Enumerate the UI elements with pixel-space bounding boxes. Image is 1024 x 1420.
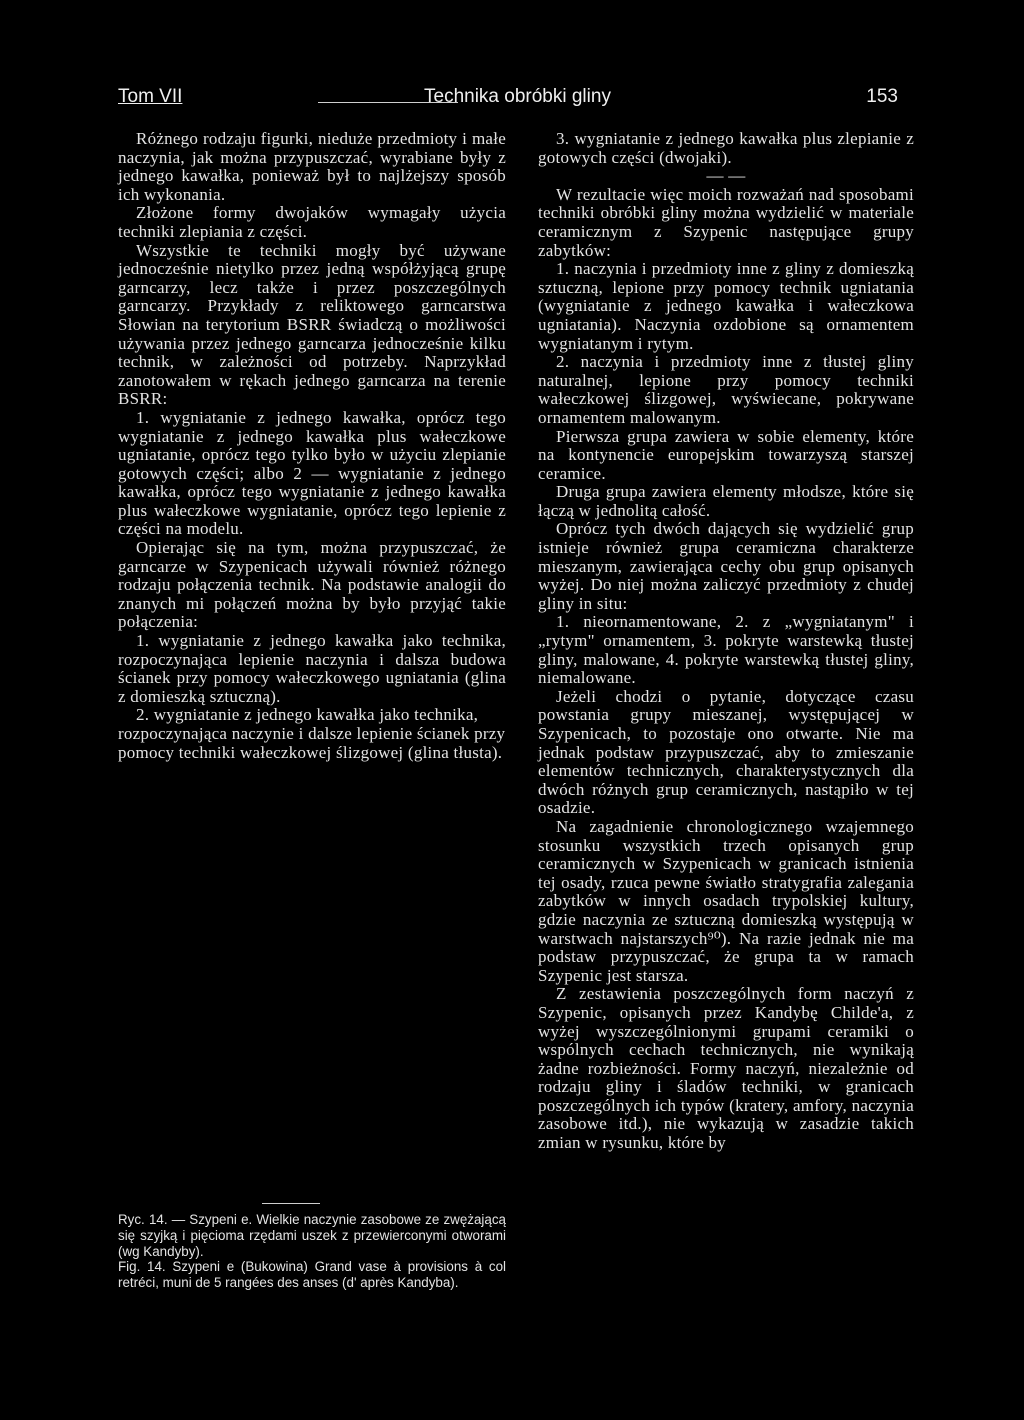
paragraph: Na zagadnienie chronologicznego wzajemnego stosunku wszystkich trzech opisanych grup ceramicznych w Szypenicach w granicach istnienia tej osady, rzuca pewne światło stratygrafia zalegania zabytków w innych osadach trypolskiej kultury, gdzie naczynia ze sztuczną domieszką występują w warstwach najstarszych⁹⁰). Na razie jednak nie ma podstaw przypuszczać, że grupa ta w ramach Szypenic jest starsza. <box>538 816 914 985</box>
list-paragraph: 2. naczynia i przedmioty inne z tłustej gliny naturalnej, lepione przy pomocy techniki wałeczkowej ślizgowej, wyświecane, pokrywane ornamentem malowanym. <box>538 352 914 427</box>
volume-label: Tom VII <box>118 86 183 107</box>
caption-french: Fig. 14. Szypeni e (Bukowina) Grand vase à provisions à col retréci, muni de 5 rangées des anses (d' après Kandyba). <box>118 1259 506 1291</box>
figure-caption <box>118 1212 506 1291</box>
left-column <box>118 130 506 762</box>
paragraph: Złożone formy dwojaków wymagały użycia techniki zlepiania z części. <box>118 203 506 241</box>
right-column <box>538 130 914 1153</box>
list-paragraph: 1. wygniatanie z jednego kawałka, oprócz tego wygniatanie z jednego kawałka plus wałeczkowe ugniatanie, oprócz tego tylko było w użyciu zlepianie gotowych części; albo 2 — wygniatanie z jednego kawałka, oprócz tego wygniatanie z jednego kawałka plus wałeczkowe wygniatanie, oprócz tego lepienie z części na modelu. <box>118 407 506 539</box>
section-separator: — — <box>706 166 746 186</box>
paragraph: Oprócz tych dwóch dających się wydzielić grup istnieje również grupa ceramiczna charakterze mieszanym, zawierająca cechy obu grup opisanych wyżej. Do niej można zaliczyć przedmioty z chudej gliny in situ: <box>538 519 914 613</box>
caption-polish: Ryc. 14. — Szypeni e. Wielkie naczynie zasobowe ze zwężającą się szyjką i pięcioma rzędami uszek z przewierconymi otworami (wg Kandyby). <box>118 1212 506 1259</box>
page-number: 153 <box>866 86 898 107</box>
paragraph: Z zestawienia poszczególnych form naczyń z Szypenic, opisanych przez Kandybę Childe'a, z wyżej wyszczególnionymi grupami ceramiki o wspólnych cechach technicznych, nie wynikają żadne rozbieżności. Formy naczyń, niezależnie od rodzaju gliny i śladów techniki, w granicach poszczególnych ich typów (kratery, amfory, naczynia zasobowe itd.), nie wykazują w zasadzie takich zmian w rysunku, które by <box>538 984 914 1153</box>
list-paragraph: 1. nieornamentowane, 2. z „wygniatanym" i „rytym" ornamentem, 3. pokryte warstewką tłustej gliny, malowane, 4. pokryte warstewką tłustej gliny, niemalowane. <box>538 612 914 688</box>
list-paragraph: 1. naczynia i przedmioty inne z gliny z domieszką sztuczną, lepione przy pomocy technik ugniatania (wygniatanie z jednego kawałka i wałeczkowa ugniatania). Naczynia ozdobione są ornamentem wygniatanym i rytym. <box>538 259 914 353</box>
paragraph: Jeżeli chodzi o pytanie, dotyczące czasu powstania grupy mieszanej, występującej w Szypenicach, to pozostaje ono otwarte. Nie ma jednak podstaw przypuszczać, aby to zmieszanie elementów technicznych, charakterystycznych dla dwóch różnych grup ceramicznych, nastąpiło w tej osadzie. <box>538 686 914 818</box>
header-title: Technika obróbki gliny <box>424 86 611 107</box>
running-header <box>118 86 898 114</box>
paragraph: Różnego rodzaju figurki, nieduże przedmioty i małe naczynia, jak można przypuszczać, wyrabiane były z jednego kawałka, ponieważ był to najlżejszy sposób ich wykonania. <box>118 129 506 204</box>
paragraph: Opierając się na tym, można przypuszczać, że garncarze w Szypenicach używali również różnego rodzaju połączenia technik. Na podstawie analogii do znanych mi połączeń można by było przyjąć takie połączenia: <box>118 538 506 632</box>
list-paragraph: 3. wygniatanie z jednego kawałka plus zlepianie z gotowych części (dwojaki). <box>538 129 914 167</box>
paragraph: W rezultacie więc moich rozważań nad sposobami techniki obróbki gliny można wydzielić w materiale ceramicznym z Szypenic następujące grupy zabytków: <box>538 184 914 260</box>
paragraph: Druga grupa zawiera elementy młodsze, które się łączą w jednolitą całość. <box>538 482 914 520</box>
figure-rule <box>262 1203 320 1204</box>
list-paragraph: 2. wygniatanie z jednego kawałka jako technika, rozpoczynająca naczynie i dalsze lepienie ścianek przy pomocy techniki wałeczkowej ślizgowej (glina tłusta). <box>118 705 506 762</box>
list-paragraph: 1. wygniatanie z jednego kawałka jako technika, rozpoczynająca lepienie naczynia i dalsza budowa ścianek przy pomocy wałeczkowego ugniatania (glina z domieszką sztuczną). <box>118 631 506 706</box>
paragraph: Pierwsza grupa zawiera w sobie elementy, które na kontynencie europejskim towarzyszą starszej ceramice. <box>538 426 914 483</box>
paragraph: Wszystkie te techniki mogły być używane jednocześnie nietylko przez jedną współżyjącą grupę garncarzy, lecz także i przez poszczególnych garncarzy. Przykłady z reliktowego garncarstwa Słowian na terytorium BSRR świadczą o możliwości używania przez jednego garncarza jednocześnie kilku technik, w zależności od potrzeby. Naprzykład zanotowałem w rękach jednego garncarza na terenie BSRR: <box>118 240 506 409</box>
